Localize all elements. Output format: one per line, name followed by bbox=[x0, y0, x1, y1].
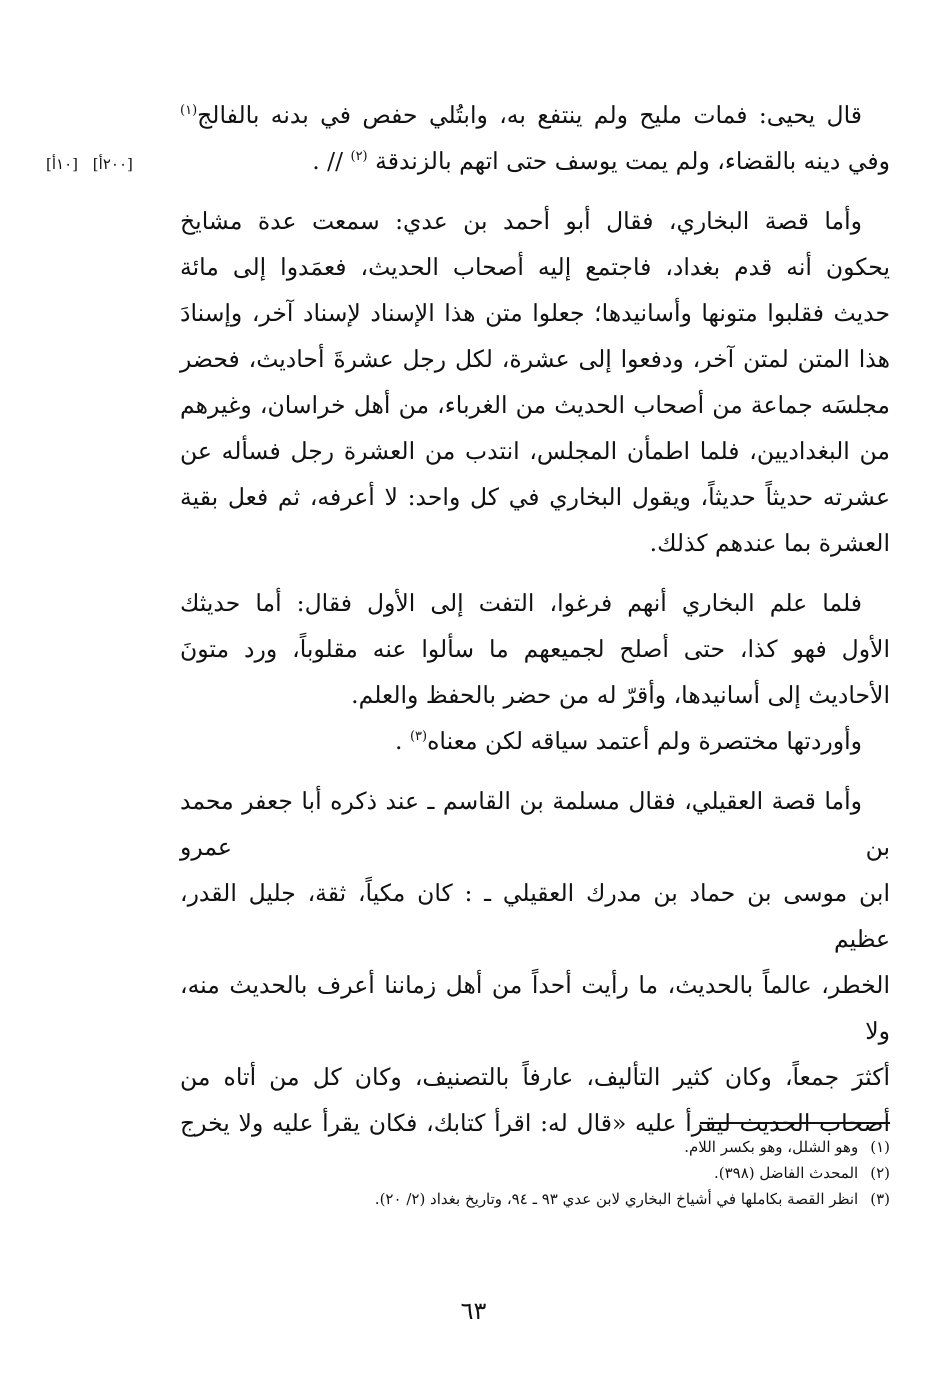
footnote-ref: (١) bbox=[180, 103, 198, 119]
text-line: وأما قصة العقيلي، فقال مسلمة بن القاسم ـ عند ذكره أبا جعفر محمد بن عمرو bbox=[180, 787, 890, 861]
text-line: فلما علم البخاري أنهم فرغوا، التفت إلى الأول فقال: أما حديثك bbox=[180, 589, 862, 617]
footnote-text: المحدث الفاضل (٣٩٨). bbox=[713, 1164, 859, 1182]
footnote bbox=[180, 1160, 890, 1186]
paragraph bbox=[180, 778, 890, 1146]
paragraph bbox=[180, 718, 890, 764]
text-line bbox=[180, 138, 890, 184]
paragraph bbox=[180, 92, 890, 184]
footnote-text: وهو الشلل، وهو بكسر اللام. bbox=[684, 1138, 859, 1156]
line-text: قال يحيى: فمات مليح ولم ينتفع به، وابتُلي حفص في بدنه بالفالج bbox=[197, 101, 862, 129]
text-line: وأما قصة البخاري، فقال أبو أحمد بن عدي: سمعت عدة مشايخ bbox=[180, 207, 862, 235]
footnote bbox=[180, 1186, 890, 1212]
line-text: وأوردتها مختصرة ولم أعتمد سياقه لكن معناه bbox=[427, 727, 862, 755]
margin-ref: [١٠أ] bbox=[46, 155, 79, 173]
margin-manuscript-refs bbox=[36, 155, 133, 173]
text-line: الأحاديث إلى أسانيدها، وأقرّ له من حضر بالحفظ والعلم. bbox=[351, 681, 890, 709]
margin-ref: [٢٠٠أ] bbox=[92, 155, 133, 173]
footnote bbox=[180, 1134, 890, 1160]
text-line bbox=[180, 718, 890, 764]
text-line: الأول فهو كذا، حتى أصلح لجميعهم ما سألوا عنه مقلوباً، ورد متونَ bbox=[180, 635, 890, 663]
page-number: ٦٣ bbox=[460, 1297, 487, 1325]
text-line: عشرته حديثاً حديثاً، ويقول البخاري في كل واحد: لا أعرفه، ثم فعل بقية bbox=[180, 483, 890, 511]
text-line: ابن موسى بن حماد بن مدرك العقيلي ـ : كان مكياً، ثقة، جليل القدر، عظيم bbox=[180, 879, 890, 953]
text-line: العشرة بما عندهم كذلك. bbox=[649, 529, 890, 557]
paragraph bbox=[180, 580, 890, 718]
footnotes bbox=[180, 1134, 890, 1212]
text-line: من البغداديين، فلما اطمأن المجلس، انتدب من العشرة رجل فسأله عن bbox=[180, 437, 890, 465]
footnote-number: (١) bbox=[870, 1138, 890, 1156]
line-suffix: // . bbox=[312, 147, 351, 175]
footnote-separator bbox=[700, 1122, 890, 1124]
text-line: الخطر، عالماً بالحديث، ما رأيت أحداً من أهل زماننا أعرف بالحديث منه، ولا bbox=[180, 971, 890, 1045]
footnote-number: (٢) bbox=[870, 1164, 890, 1182]
footnote-ref: (٣) bbox=[409, 729, 428, 745]
main-text bbox=[180, 92, 890, 1146]
text-line: مجلسَه جماعة من أصحاب الحديث من الغرباء، من أهل خراسان، وغيرهم bbox=[180, 391, 890, 419]
text-line bbox=[180, 92, 890, 138]
text-line: حديث فقلبوا متونها وأسانيدها؛ جعلوا متن هذا الإسناد لإسناد آخر، وإسنادَ bbox=[180, 299, 890, 327]
line-suffix: . bbox=[395, 727, 410, 755]
text-line: هذا المتن لمتن آخر، ودفعوا إلى عشرة، لكل رجل عشرةَ أحاديث، فحضر bbox=[180, 345, 890, 373]
text-line: أصحاب الحديث ليقرأ عليه «قال له: اقرأ كتابك، فكان يقرأ عليه ولا يخرج bbox=[180, 1109, 890, 1137]
footnote-number: (٣) bbox=[870, 1190, 890, 1208]
text-line: يحكون أنه قدم بغداد، فاجتمع إليه أصحاب الحديث، فعمَدوا إلى مائة bbox=[180, 253, 890, 281]
footnote-text: انظر القصة بكاملها في أشياخ البخاري لابن عدي ٩٣ ـ ٩٤، وتاريخ بغداد (٢/ ٢٠). bbox=[374, 1190, 859, 1208]
line-text: وفي دينه بالقضاء، ولم يمت يوسف حتى اتهم بالزندقة bbox=[375, 147, 890, 175]
text-line: أكثرَ جمعاً، وكان كثير التأليف، عارفاً بالتصنيف، وكان كل من أتاه من bbox=[180, 1063, 890, 1091]
footnote-ref: (٢) bbox=[350, 149, 368, 165]
paragraph bbox=[180, 198, 890, 566]
